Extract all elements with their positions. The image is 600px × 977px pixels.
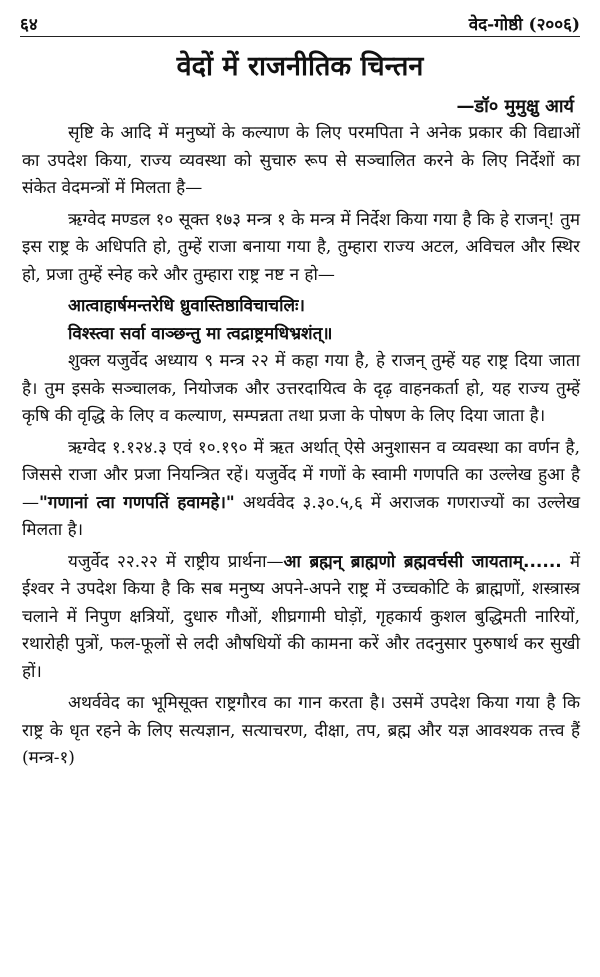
paragraph-4-text-c: अथर्ववेद ३.३०.५,६ में अराजक गणराज्यों का उल्लेख मिलता है। — [22, 492, 581, 540]
paragraph-5-text-a: यजुर्वेद २२.२२ में राष्ट्रीय प्रार्थना— — [68, 551, 284, 572]
paragraph-4-text-a: ऋग्वेद १.१२४.३ एवं १०.१९० में ऋत अर्थात् ऐसे अनुशासन व व्यवस्था का वर्णन है, जिससे राजा और प्रजा नियन्त्रित रहें। यजुर्वेद में गणों के स्वामी गणपति का उल्लेख हुआ है— — [22, 437, 580, 513]
running-head: वेद-गोष्ठी (२००६) — [468, 15, 580, 35]
paragraph-1: सृष्टि के आदि में मनुष्यों के कल्याण के लिए परमपिता ने अनेक प्रकार की विद्याओं का उपदेश किया, राज्य व्यवस्था को सुचारु रूप से सञ्चालित करने के लिए निर्देशों का संकेत वेदमन्त्रों में मिलता है— — [22, 123, 580, 198]
paragraph-2: ऋग्वेद मण्डल १० सूक्त १७३ मन्त्र १ के मन्त्र में निर्देश किया गया है कि हे राजन्! तुम इस राष्ट्र के अधिपति हो, तुम्हें राजा बनाया गया है, तुम्हारा राज्य अटल, अविचल और स्थिर हो, प्रजा तुम्हें स्नेह करे और तुम्हारा राष्ट्र नष्ट न हो— — [22, 209, 580, 285]
paragraph-4-quote: "गणानां त्वा गणपतिं हवामहे।" — [39, 492, 235, 513]
page-number: ६४ — [20, 15, 38, 35]
article-author: —डॉ० मुमुक्षु आर्य — [456, 96, 574, 117]
paragraph-4 — [22, 435, 580, 545]
article-title: वेदों में राजनीतिक चिन्तन — [176, 51, 424, 82]
article-body — [22, 120, 580, 777]
paragraph-5-mantra: आ ब्रह्मन् ब्राह्मणो ब्रह्मवर्चसी जायताम्...... — [283, 551, 562, 572]
paragraph-3: शुक्ल यजुर्वेद अध्याय ९ मन्त्र २२ में कहा गया है, हे राजन् तुम्हें यह राष्ट्र दिया जाता है। तुम इसके सञ्चालक, नियोजक और उत्तरदायित्व के दृढ़ वाहनकर्ता हो, यह राज्य तुम्हें कृषि की वृद्धि के लिए व कल्याण, सम्पन्नता तथा प्रजा के पोषण के लिए दिया जाता है। — [22, 351, 580, 426]
paragraph-5 — [22, 549, 580, 687]
verse-line-2: विश्स्त्वा सर्वा वाञ्छन्तु मा त्वद्राष्ट्रमधिभ्रशंत्॥ — [68, 323, 333, 344]
paragraph-5-text-c: में ईश्वर ने उपदेश किया है कि सब मनुष्य अपने-अपने राष्ट्र में उच्चकोटि के ब्राह्मणों, शस्त्रास्त्र चलाने में निपुण क्षत्रियों, दुधारु गौओं, शीघ्रगामी घोड़ों, गृहकार्य कुशल बुद्धिमती नारियों, रथारोही पुत्रों, फल-फूलों से लदी औषधियों की कामना करें और तदनुसार पुरुषार्थ कर सुखी हों। — [22, 551, 581, 682]
page-header — [20, 10, 580, 37]
verse-line-1: आत्वाहार्षमन्तरेधि ध्रुवास्तिष्ठाविचाचलिः। — [68, 296, 305, 316]
paragraph-6: अथर्ववेद का भूमिसूक्त राष्ट्रगौरव का गान करता है। उसमें उपदेश किया गया है कि राष्ट्र के धृत रहने के लिए सत्यज्ञान, सत्याचरण, दीक्षा, तप, ब्रह्म और यज्ञ आवश्यक तत्त्व हैं (मन्त्र-१) — [22, 693, 580, 768]
